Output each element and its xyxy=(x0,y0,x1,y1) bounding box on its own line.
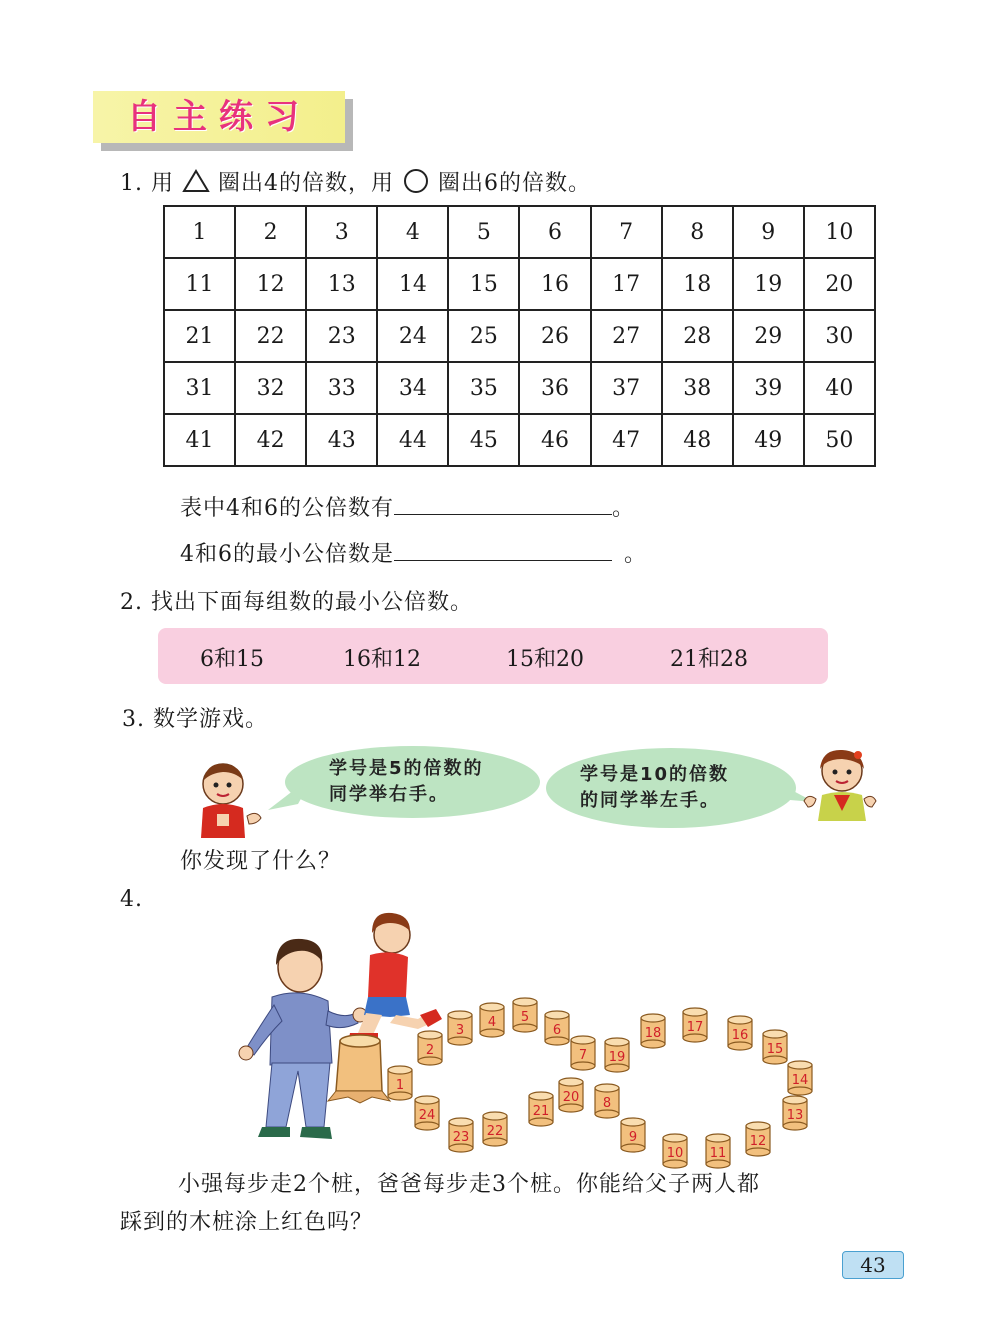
lcm-blank[interactable] xyxy=(394,536,612,561)
table-cell[interactable]: 48 xyxy=(662,414,733,466)
stump-label: 3 xyxy=(455,1023,465,1038)
stump[interactable] xyxy=(449,1118,473,1152)
table-cell[interactable]: 42 xyxy=(235,414,306,466)
stump[interactable] xyxy=(621,1118,645,1152)
table-cell[interactable]: 43 xyxy=(306,414,377,466)
stump[interactable] xyxy=(763,1030,787,1064)
stump-label: 9 xyxy=(628,1130,638,1145)
group-item: 15和20 xyxy=(506,647,584,672)
table-cell[interactable]: 14 xyxy=(377,258,448,310)
table-cell[interactable]: 30 xyxy=(804,310,875,362)
table-cell[interactable]: 41 xyxy=(164,414,235,466)
stump[interactable] xyxy=(480,1003,504,1037)
table-cell[interactable]: 33 xyxy=(306,362,377,414)
table-cell[interactable]: 32 xyxy=(235,362,306,414)
table-cell[interactable]: 1 xyxy=(164,206,235,258)
triangle-icon xyxy=(182,169,210,193)
stump-label: 22 xyxy=(486,1124,504,1139)
circle-icon xyxy=(402,168,430,194)
table-cell[interactable]: 11 xyxy=(164,258,235,310)
table-cell[interactable]: 18 xyxy=(662,258,733,310)
stump[interactable] xyxy=(571,1036,595,1070)
q4-text-line1: 小强每步走2个桩，爸爸每步走3个桩。你能给父子两人都 xyxy=(178,1172,760,1197)
stump-label: 16 xyxy=(731,1028,749,1043)
q1-prefix: 1. 用 xyxy=(120,171,174,196)
girl-illustration xyxy=(800,745,880,821)
table-cell[interactable]: 4 xyxy=(377,206,448,258)
stump[interactable] xyxy=(706,1134,730,1168)
table-row xyxy=(164,310,875,362)
q1-suffix: 圈出6的倍数。 xyxy=(437,171,591,196)
table-cell[interactable]: 5 xyxy=(448,206,519,258)
common-multiples-label: 表中4和6的公倍数有 xyxy=(180,496,394,521)
group-item: 6和15 xyxy=(200,647,264,672)
stump[interactable] xyxy=(415,1096,439,1130)
table-cell[interactable]: 23 xyxy=(306,310,377,362)
stump[interactable] xyxy=(746,1122,770,1156)
bubble-right-line: 的同学举左手。 xyxy=(580,790,720,811)
table-cell[interactable]: 12 xyxy=(235,258,306,310)
stump[interactable] xyxy=(559,1078,583,1112)
stump[interactable] xyxy=(448,1011,472,1045)
common-multiples-blank[interactable] xyxy=(394,490,612,515)
table-cell[interactable]: 47 xyxy=(591,414,662,466)
stump[interactable] xyxy=(788,1061,812,1095)
stump-label: 18 xyxy=(644,1026,662,1041)
bubble-right-line: 学号是10的倍数 xyxy=(580,764,730,785)
stumps-diagram xyxy=(375,990,825,1170)
q2-instruction: 2. 找出下面每组数的最小公倍数。 xyxy=(120,590,473,615)
q2-groups-band xyxy=(158,628,828,684)
table-cell[interactable]: 25 xyxy=(448,310,519,362)
table-row xyxy=(164,206,875,258)
table-cell[interactable]: 19 xyxy=(733,258,804,310)
stump[interactable] xyxy=(483,1112,507,1146)
stump[interactable] xyxy=(683,1008,707,1042)
bubble-left-line: 学号是5的倍数的 xyxy=(329,758,484,779)
table-cell[interactable]: 15 xyxy=(448,258,519,310)
stump-label: 1 xyxy=(395,1078,405,1093)
speech-bubble-right xyxy=(546,748,796,828)
section-title: 自主练习 xyxy=(127,97,311,137)
table-cell[interactable]: 8 xyxy=(662,206,733,258)
bubble-left-tail xyxy=(268,786,308,812)
stump-label: 24 xyxy=(418,1108,436,1123)
table-cell[interactable]: 46 xyxy=(519,414,590,466)
stump[interactable] xyxy=(545,1011,569,1045)
q1-instruction xyxy=(120,168,591,199)
q3-instruction: 3. 数学游戏。 xyxy=(122,707,268,732)
common-multiples-end: 。 xyxy=(612,496,636,521)
stump[interactable] xyxy=(529,1092,553,1126)
stump-label: 5 xyxy=(520,1010,530,1025)
stump-label: 2 xyxy=(425,1043,435,1058)
table-cell[interactable]: 6 xyxy=(519,206,590,258)
stump[interactable] xyxy=(595,1084,619,1118)
table-cell[interactable]: 35 xyxy=(448,362,519,414)
stump[interactable] xyxy=(388,1066,412,1100)
table-cell[interactable]: 22 xyxy=(235,310,306,362)
number-table xyxy=(163,205,876,467)
stump[interactable] xyxy=(728,1016,752,1050)
table-cell[interactable]: 3 xyxy=(306,206,377,258)
stump-label: 13 xyxy=(786,1108,804,1123)
stump-label: 17 xyxy=(686,1020,704,1035)
table-row xyxy=(164,414,875,466)
stump-label: 19 xyxy=(608,1050,626,1065)
stump-label: 6 xyxy=(552,1023,562,1038)
stump[interactable] xyxy=(663,1134,687,1168)
stump-label: 8 xyxy=(602,1096,612,1111)
stump[interactable] xyxy=(513,998,537,1032)
table-cell[interactable]: 27 xyxy=(591,310,662,362)
stump[interactable] xyxy=(783,1096,807,1130)
table-cell[interactable]: 50 xyxy=(804,414,875,466)
stump-label: 21 xyxy=(532,1104,550,1119)
bubble-left-line: 同学举右手。 xyxy=(329,784,449,805)
stump[interactable] xyxy=(418,1031,442,1065)
table-cell[interactable]: 29 xyxy=(733,310,804,362)
stump[interactable] xyxy=(605,1038,629,1072)
stump-label: 12 xyxy=(749,1134,767,1149)
table-cell[interactable]: 36 xyxy=(519,362,590,414)
lcm-end: 。 xyxy=(624,542,648,567)
q1-common-multiples-line xyxy=(180,490,635,524)
stump-label: 7 xyxy=(578,1048,588,1063)
table-cell[interactable]: 45 xyxy=(448,414,519,466)
stump-label: 4 xyxy=(487,1015,497,1030)
table-cell[interactable]: 17 xyxy=(591,258,662,310)
stump-label: 14 xyxy=(791,1073,809,1088)
table-row xyxy=(164,258,875,310)
table-cell[interactable]: 38 xyxy=(662,362,733,414)
table-cell[interactable]: 24 xyxy=(377,310,448,362)
q3-question: 你发现了什么？ xyxy=(180,849,342,874)
table-cell[interactable]: 20 xyxy=(804,258,875,310)
q1-lcm-line xyxy=(180,536,647,570)
table-cell[interactable]: 2 xyxy=(235,206,306,258)
page-number: 43 xyxy=(842,1251,904,1279)
table-cell[interactable]: 49 xyxy=(733,414,804,466)
table-row xyxy=(164,362,875,414)
table-cell[interactable]: 39 xyxy=(733,362,804,414)
table-cell[interactable]: 13 xyxy=(306,258,377,310)
group-item: 16和12 xyxy=(343,647,421,672)
table-cell[interactable]: 28 xyxy=(662,310,733,362)
section-title-badge xyxy=(93,91,353,149)
table-cell[interactable]: 26 xyxy=(519,310,590,362)
lcm-label: 4和6的最小公倍数是 xyxy=(180,542,394,567)
table-cell[interactable]: 16 xyxy=(519,258,590,310)
stump-label: 10 xyxy=(666,1146,684,1161)
q1-mid: 圈出4的倍数，用 xyxy=(217,171,394,196)
boy-illustration xyxy=(195,758,265,840)
stump-label: 15 xyxy=(766,1042,784,1057)
stump-label: 23 xyxy=(452,1130,470,1145)
table-cell[interactable]: 34 xyxy=(377,362,448,414)
stump-label: 11 xyxy=(709,1146,727,1161)
table-cell[interactable]: 40 xyxy=(804,362,875,414)
table-cell[interactable]: 31 xyxy=(164,362,235,414)
stump[interactable] xyxy=(641,1014,665,1048)
q4-number: 4. xyxy=(120,887,143,912)
q4-text-line2: 踩到的木桩涂上红色吗？ xyxy=(120,1210,374,1235)
table-cell[interactable]: 10 xyxy=(804,206,875,258)
table-cell[interactable]: 37 xyxy=(591,362,662,414)
table-cell[interactable]: 44 xyxy=(377,414,448,466)
table-cell[interactable]: 7 xyxy=(591,206,662,258)
table-cell[interactable]: 9 xyxy=(733,206,804,258)
speech-bubble-left xyxy=(285,746,540,818)
group-item: 21和28 xyxy=(670,647,748,672)
stump-label: 20 xyxy=(562,1090,580,1105)
table-cell[interactable]: 21 xyxy=(164,310,235,362)
